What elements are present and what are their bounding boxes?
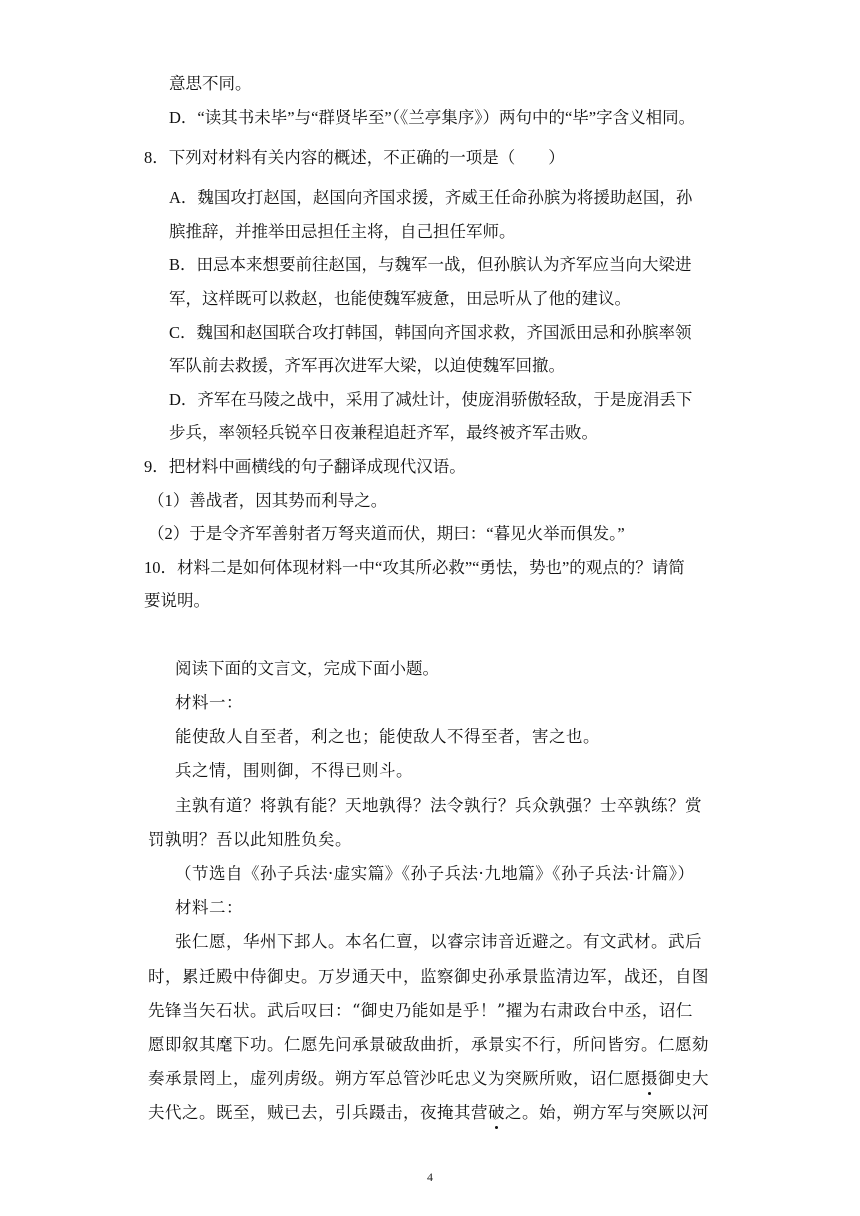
q8-stem: 8．下列对材料有关内容的概述，不正确的一项是（ ） xyxy=(144,148,565,167)
material-one-title: 材料一： xyxy=(175,693,243,712)
page-number: 4 xyxy=(427,1170,433,1184)
q10-stem-line2: 要说明。 xyxy=(144,591,210,610)
q8-option-d-line2: 步兵，率领轻兵锐卒日夜兼程追赶齐军，最终被齐军击败。 xyxy=(169,423,598,442)
q9-stem: 9．把材料中画横线的句子翻译成现代汉语。 xyxy=(144,457,466,476)
q8-option-b-line2: 军，这样既可以救赵，也能使魏军疲惫，田忌听从了他的建议。 xyxy=(169,289,631,308)
passage-intro: 阅读下面的文言文，完成下面小题。 xyxy=(175,659,439,678)
material-one-line3: 主孰有道？将孰有能？天地孰得？法令孰行？兵众孰强？士卒孰练？赏 xyxy=(175,796,702,815)
q8-option-c-line2: 军队前去救援，齐军再次进军大梁，以迫使魏军回撤。 xyxy=(169,356,565,375)
material-two-line6-start: 夫代之。既至，贼已去，引兵蹑击，夜掩其营 xyxy=(148,1103,488,1122)
q9-item-1: （1）善战者，因其势而利导之。 xyxy=(148,491,388,510)
material-two-line5-start: 奏承景罔上，虚列虏级。朔方军总管沙吒忠义为突厥所败，诏仁愿 xyxy=(148,1069,641,1088)
emphasis-dot-char: 破 xyxy=(488,1103,505,1122)
material-one-line1: 能使敌人自至者，利之也；能使敌人不得至者，害之也。 xyxy=(175,727,600,746)
material-two-line5 xyxy=(148,1068,709,1090)
material-two-title: 材料二： xyxy=(175,898,243,917)
material-two-line6-end: 之。始，朔方军与突厥以河 xyxy=(505,1103,709,1122)
material-one-source: （节选自《孙子兵法·虚实篇》《孙子兵法·九地篇》《孙子兵法·计篇》） xyxy=(175,864,695,883)
q9-item-2: （2）于是令齐军善射者万弩夹道而伏，期曰：“暮见火举而俱发。” xyxy=(148,524,625,543)
material-two-line1: 张仁愿，华州下邽人。本名仁亶，以睿宗讳音近避之。有文武材。武后 xyxy=(175,932,702,951)
material-one-line4: 罚孰明？吾以此知胜负矣。 xyxy=(148,830,352,849)
q8-option-a-line1: A．魏国攻打赵国，赵国向齐国求援，齐威王任命孙膑为将援助赵国，孙 xyxy=(169,188,693,207)
material-one-line2: 兵之情，围则御，不得已则斗。 xyxy=(175,761,413,780)
emphasis-dot-char: 摄 xyxy=(641,1069,658,1088)
material-two-line2: 时，累迁殿中侍御史。万岁通天中，监察御史孙承景监清边军，战还，自图 xyxy=(148,967,709,986)
q8-option-c-line1: C．魏国和赵国联合攻打韩国，韩国向齐国求救，齐国派田忌和孙膑率领 xyxy=(169,323,692,342)
material-two-line3: 先锋当矢石状。武后叹曰：“御史乃能如是乎！”擢为右肃政台中丞，诏仁 xyxy=(148,1001,693,1020)
q8-option-d-line1: D．齐军在马陵之战中，采用了减灶计，使庞涓骄傲轻敌，于是庞涓丢下 xyxy=(169,390,693,409)
q10-stem-line1: 10．材料二是如何体现材料一中“攻其所必救”“勇怯，势也”的观点的？请简 xyxy=(144,558,685,577)
q7-option-c-tail: 意思不同。 xyxy=(169,74,252,93)
material-two-line5-end: 御史大 xyxy=(658,1069,709,1088)
q8-option-b-line1: B．田忌本来想要前往赵国，与魏军一战，但孙膑认为齐军应当向大梁进 xyxy=(169,255,692,274)
material-two-line6 xyxy=(148,1102,709,1124)
q8-option-a-line2: 膑推辞，并推举田忌担任主将，自己担任军师。 xyxy=(169,222,516,241)
q7-option-d: D．“读其书未毕”与“群贤毕至”（《兰亭集序》）两句中的“毕”字含义相同。 xyxy=(169,108,696,127)
material-two-line4: 愿即叙其麾下功。仁愿先问承景破敌曲折，承景实不行，所问皆穷。仁愿劾 xyxy=(148,1035,709,1054)
